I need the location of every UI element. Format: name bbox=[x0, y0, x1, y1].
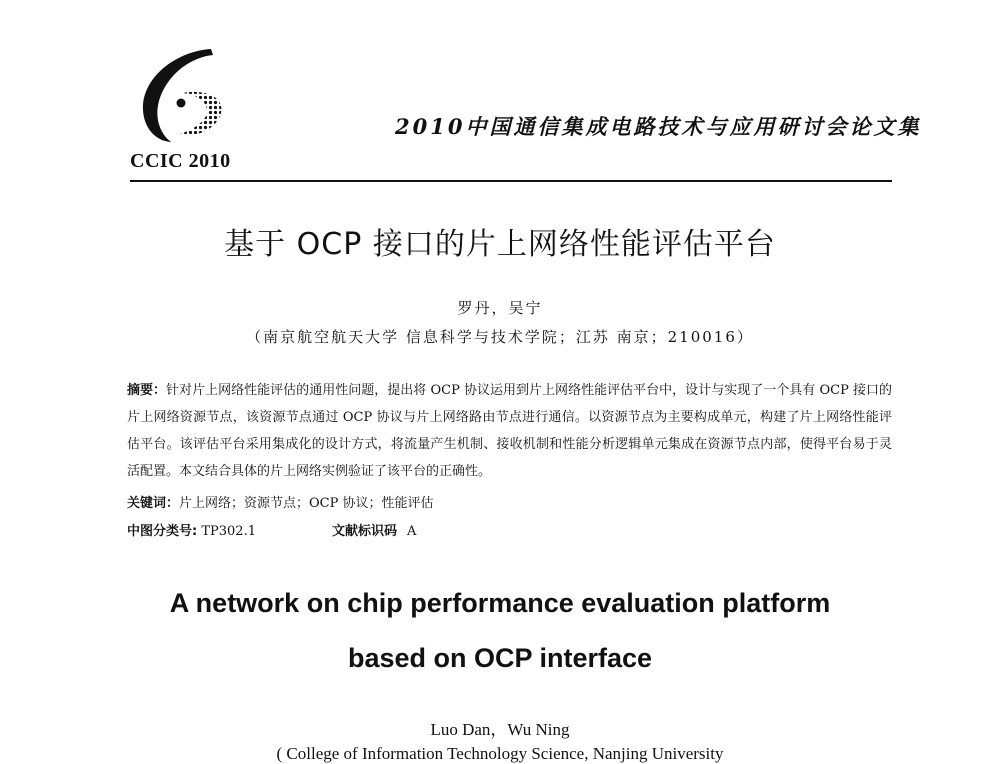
authors-cn: 罗丹，吴宁 bbox=[457, 299, 543, 317]
affiliation-cn: （南京航空航天大学 信息科学与技术学院；江苏 南京；210016） bbox=[246, 328, 754, 346]
affiliation-en: ( College of Information Technology Science, Nanjing University bbox=[276, 744, 724, 763]
authors-en: Luo Dan，Wu Ning bbox=[430, 720, 570, 739]
document-code bbox=[332, 520, 416, 539]
abstract-cn bbox=[127, 377, 892, 485]
paper-title-cn: 基于 OCP 接口的片上网络性能评估平台 bbox=[224, 227, 776, 262]
ccic-logo bbox=[133, 45, 233, 145]
header-divider bbox=[130, 180, 892, 182]
keywords-cn bbox=[127, 492, 434, 511]
classification-number bbox=[127, 520, 256, 539]
document-code-value: A bbox=[407, 524, 417, 539]
document-code-label: 文献标识码 bbox=[332, 524, 398, 539]
paper-title-en-line2: based on OCP interface bbox=[347, 643, 653, 673]
classification-value: TP302.1 bbox=[201, 524, 256, 539]
proceedings-title: 2010中国通信集成电路技术与应用研讨会论文集 bbox=[395, 114, 922, 139]
abstract-label: 摘要： bbox=[127, 383, 167, 398]
classification-label: 中图分类号: bbox=[127, 524, 198, 539]
paper-title-en-line1: A network on chip performance evaluation platform bbox=[169, 588, 831, 618]
keywords-label: 关键词： bbox=[127, 496, 180, 511]
ccic-logo-mark-icon bbox=[133, 45, 233, 145]
abstract-text: 针对片上网络性能评估的通用性问题，提出将 OCP 协议运用到片上网络性能评估平台中，设计与实现了一个具有 OCP 接口的片上网络资源节点，该资源节点通过 OCP 协议与片上网络路由节点进行通信。以资源节点为主要构成单元，构建了片上网络性能评估平台。该评估平台采用集成化的设计方式，将流量产生机制、接收机制和性能分析逻辑单元集成在资源节点内部，使得平台易于灵活配置。本文结合具体的片上网络实例验证了该平台的正确性。 bbox=[127, 383, 892, 479]
keywords-text: 片上网络；资源节点；OCP 协议；性能评估 bbox=[179, 496, 434, 511]
conference-short-name: CCIC 2010 bbox=[130, 150, 231, 172]
